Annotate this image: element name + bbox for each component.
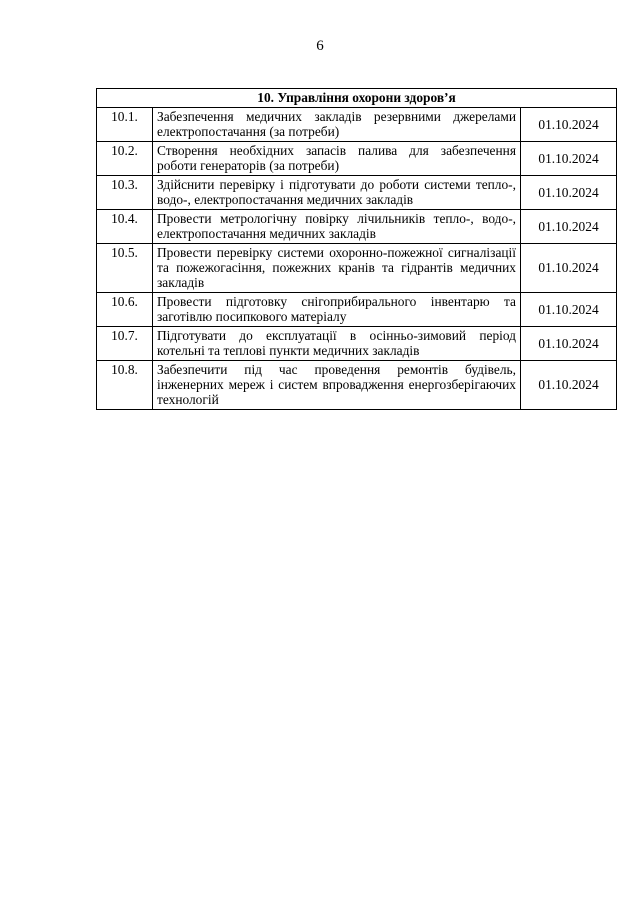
table-row xyxy=(97,361,617,410)
section-title: 10. Управління охорони здоров’я xyxy=(97,89,617,108)
row-number: 10.6. xyxy=(97,293,153,327)
row-number: 10.7. xyxy=(97,327,153,361)
row-task: Забезпечення медичних закладів резервними джерелами електропостачання (за потреби) xyxy=(153,108,521,142)
row-date: 01.10.2024 xyxy=(521,176,617,210)
row-number: 10.8. xyxy=(97,361,153,410)
table-row xyxy=(97,244,617,293)
table-row xyxy=(97,176,617,210)
row-task: Провести перевірку системи охоронно-пожежної сигналізації та пожежогасіння, пожежних кранів та гідрантів медичних закладів xyxy=(153,244,521,293)
row-date: 01.10.2024 xyxy=(521,293,617,327)
row-number: 10.3. xyxy=(97,176,153,210)
row-task: Провести підготовку снігоприбирального інвентарю та заготівлю посипкового матеріалу xyxy=(153,293,521,327)
row-date: 01.10.2024 xyxy=(521,361,617,410)
row-number: 10.2. xyxy=(97,142,153,176)
row-task: Створення необхідних запасів палива для забезпечення роботи генераторів (за потреби) xyxy=(153,142,521,176)
table-row xyxy=(97,108,617,142)
table-row xyxy=(97,293,617,327)
row-date: 01.10.2024 xyxy=(521,210,617,244)
table-row xyxy=(97,210,617,244)
row-date: 01.10.2024 xyxy=(521,108,617,142)
section-header-row xyxy=(97,89,617,108)
table-row xyxy=(97,327,617,361)
row-number: 10.4. xyxy=(97,210,153,244)
row-date: 01.10.2024 xyxy=(521,327,617,361)
measures-table xyxy=(96,88,617,410)
row-task: Здійснити перевірку і підготувати до роботи системи тепло-, водо-, електропостачання медичних закладів xyxy=(153,176,521,210)
row-date: 01.10.2024 xyxy=(521,142,617,176)
row-task: Провести метрологічну повірку лічильників тепло-, водо-, електропостачання медичних закладів xyxy=(153,210,521,244)
row-number: 10.1. xyxy=(97,108,153,142)
row-number: 10.5. xyxy=(97,244,153,293)
table-row xyxy=(97,142,617,176)
row-task: Забезпечити під час проведення ремонтів будівель, інженерних мереж і систем впровадження енергозберігаючих технологій xyxy=(153,361,521,410)
page-number: 6 xyxy=(316,38,324,54)
row-task: Підготувати до експлуатації в осінньо-зимовий період котельні та теплові пункти медичних закладів xyxy=(153,327,521,361)
row-date: 01.10.2024 xyxy=(521,244,617,293)
